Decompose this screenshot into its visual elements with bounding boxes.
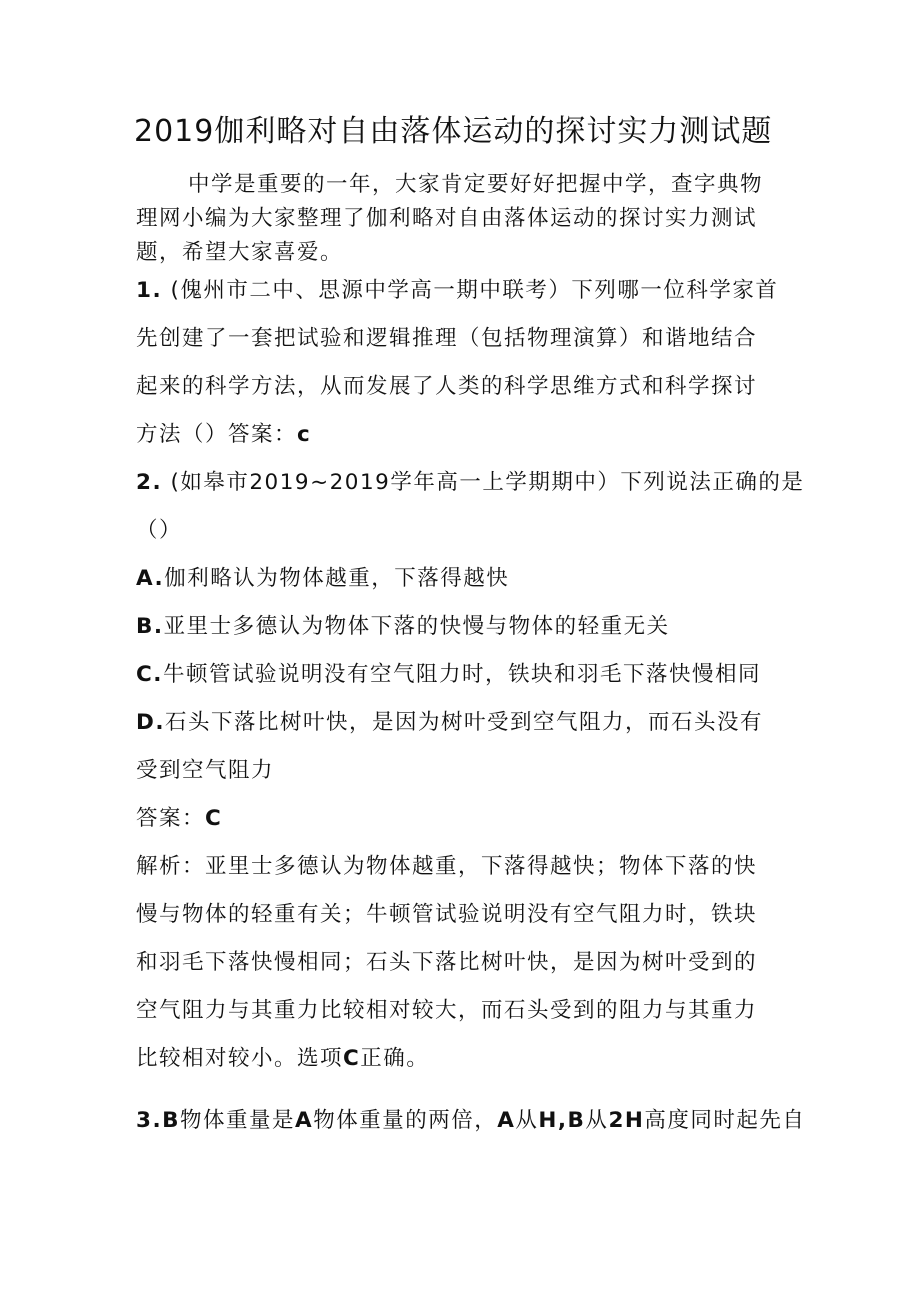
question-bold: A [295,1108,314,1133]
option-text: 亚里士多德认为物体下落的快慢与物体的轻重无关 [163,614,670,639]
answer-label: 答案： [136,806,206,831]
question-bold: A [497,1108,516,1133]
question-3 [136,1097,806,1145]
question-2 [136,459,805,1083]
question-text: (傀州市二中、思源中学高一期中联考）下列哪一位科学家首 [170,278,779,303]
answer-value: c [297,422,312,447]
analysis-text: 比较相对较小。选项 [136,1046,344,1071]
analysis-line: 慢与物体的轻重有关；牛顿管试验说明没有空气阻力时，铁块 [136,902,758,927]
analysis-line [136,1035,786,1083]
question-line: （） [136,518,183,543]
question-line [136,459,805,507]
question-text: 从 [515,1108,539,1133]
question-text: 从 [585,1108,609,1133]
question-number: 1. [136,278,163,303]
option-text: 石头下落比树叶快，是因为树叶受到空气阻力，而石头没有 [165,710,764,735]
option-text: 牛顿管试验说明没有空气阻力时，铁块和羽毛下落快慢相同 [162,662,761,687]
intro-line: 题，希望大家喜爱。 [136,240,344,265]
document-title: 2019伽利略对自由落体运动的探讨实力测试题 [134,114,773,149]
question-number: 3. [136,1108,163,1133]
question-text: 方法（）答案： [136,422,298,447]
answer-value: C [205,806,223,831]
question-text: 物体重量是 [180,1108,296,1133]
option-label: A. [136,566,165,591]
question-text: 物体重量的两倍， [313,1108,498,1133]
option-text: 伽利略认为物体越重，下落得越快 [164,566,510,591]
question-text: 高度同时起先自 [644,1108,806,1133]
question-number: 2. [136,470,163,495]
option-c [136,651,786,699]
option-d-continued: 受到空气阻力 [136,758,275,783]
answer-line [136,795,786,843]
question-bold: H,B [538,1108,586,1133]
option-label: D. [136,710,166,735]
analysis-text: 正确。 [360,1046,430,1071]
intro-line: 理网小编为大家整理了伽利略对自由落体运动的探讨实力测试 [136,206,758,231]
option-b [136,603,786,651]
question-bold: B [162,1108,181,1133]
question-1 [136,267,786,459]
question-line: 先创建了一套把试验和逻辑推理（包括物理演算）和谐地结合 [136,326,758,351]
option-a [136,555,786,603]
question-line [136,267,786,315]
question-text: (如皋市2019~2019学年高一上学期期中）下列说法正确的是 [170,470,805,495]
option-label: B. [136,614,164,639]
question-line [136,411,786,459]
analysis-line: 空气阻力与其重力比较相对较大，而石头受到的阻力与其重力 [136,998,758,1023]
intro-line: 中学是重要的一年，大家肯定要好好把握中学，查字典物 [188,172,764,197]
option-label: C. [136,662,163,687]
question-line: 起来的科学方法，从而发展了人类的科学思维方式和科学探讨 [136,374,758,399]
intro-paragraph [136,168,786,270]
question-bold: 2H [608,1108,645,1133]
analysis-line: 和羽毛下落快慢相同；石头下落比树叶快，是因为树叶受到的 [136,950,758,975]
question-line [136,1097,806,1145]
analysis-option: C [343,1046,361,1071]
option-d [136,699,786,747]
analysis-line: 解析：亚里士多德认为物体越重，下落得越快；物体下落的快 [136,854,758,879]
